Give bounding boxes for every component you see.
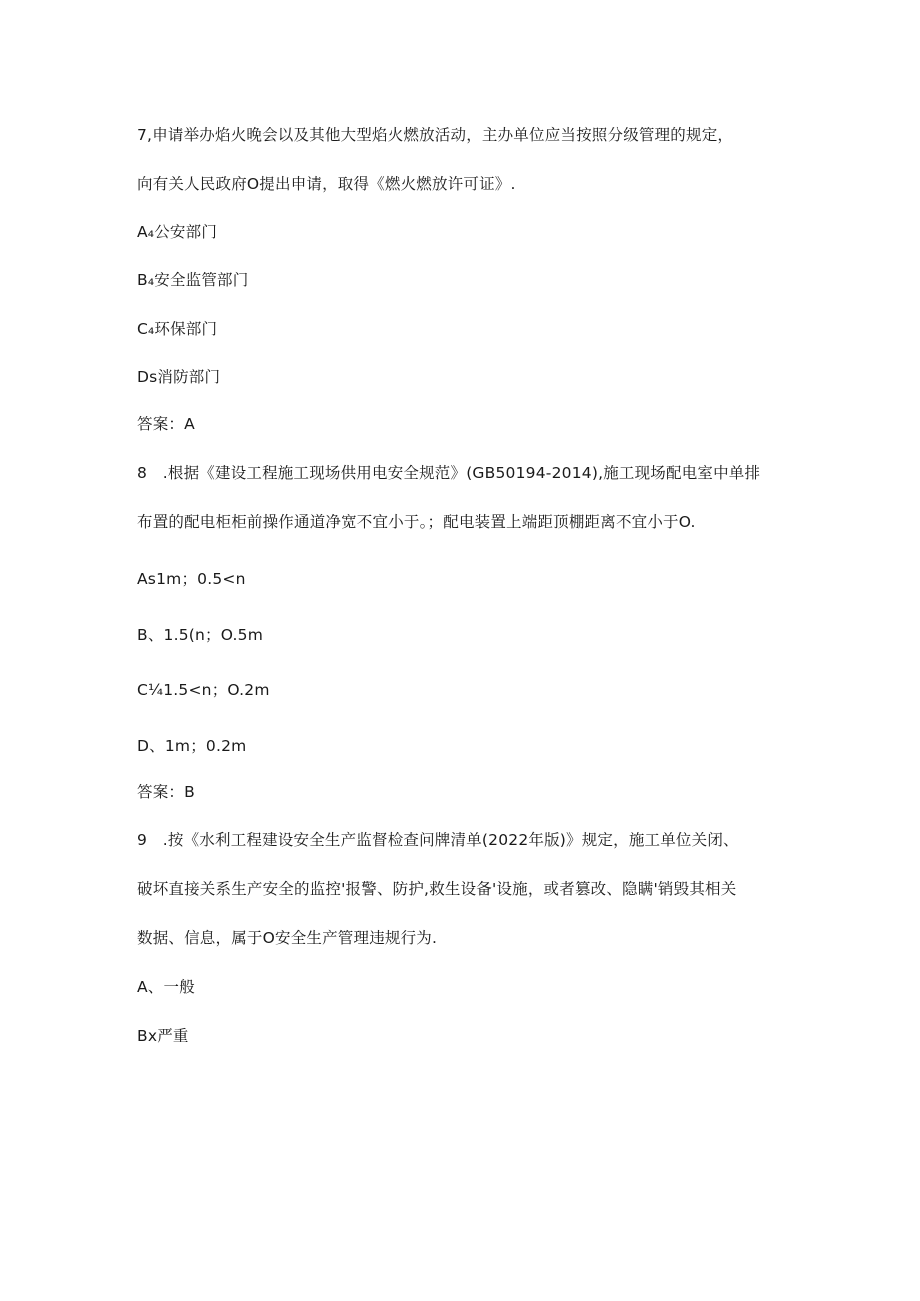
q9-option-a: A、一般: [137, 978, 195, 996]
q8-option-c: C¼1.5<n；O.2m: [137, 681, 270, 699]
q8-option-a: As1m；0.5<n: [137, 570, 246, 588]
q8-option-b: B、1.5(n；O.5m: [137, 626, 264, 644]
q9-stem-line-1: 9 .按《水利工程建设安全生产监督检查问牌清单(2022年版)》规定，施工单位关闭、: [137, 831, 739, 849]
q7-stem-line-1: 7,申请举办焰火晚会以及其他大型焰火燃放活动，主办单位应当按照分级管理的规定，: [137, 126, 734, 144]
q7-option-d: Ds消防部门: [137, 368, 221, 386]
q7-stem-line-2: 向有关人民政府O提出申请，取得《燃火燃放许可证》.: [137, 175, 516, 193]
q7-option-b: B₄安全监管部门: [137, 271, 249, 289]
q8-option-d: D、1m；0.2m: [137, 737, 247, 755]
q9-stem-line-2: 破坏直接关系生产安全的监控'报警、防护,救生设备'设施，或者篡改、隐瞒'销毁其相关: [137, 880, 737, 898]
q8-answer: 答案：B: [137, 783, 195, 801]
q9-option-b: Bx严重: [137, 1027, 189, 1045]
q7-option-a: A₄公安部门: [137, 223, 218, 241]
q8-stem-line-2: 布置的配电柜柜前操作通道净宽不宜小于。；配电装置上端距顶棚距离不宜小于O.: [137, 513, 696, 531]
q7-option-c: C₄环保部门: [137, 320, 218, 338]
q8-stem-line-1: 8 .根据《建设工程施工现场供用电安全规范》(GB50194-2014),施工现场配电室中单排: [137, 464, 761, 482]
q9-stem-line-3: 数据、信息，属于O安全生产管理违规行为.: [137, 929, 438, 947]
q7-answer: 答案：A: [137, 415, 195, 433]
